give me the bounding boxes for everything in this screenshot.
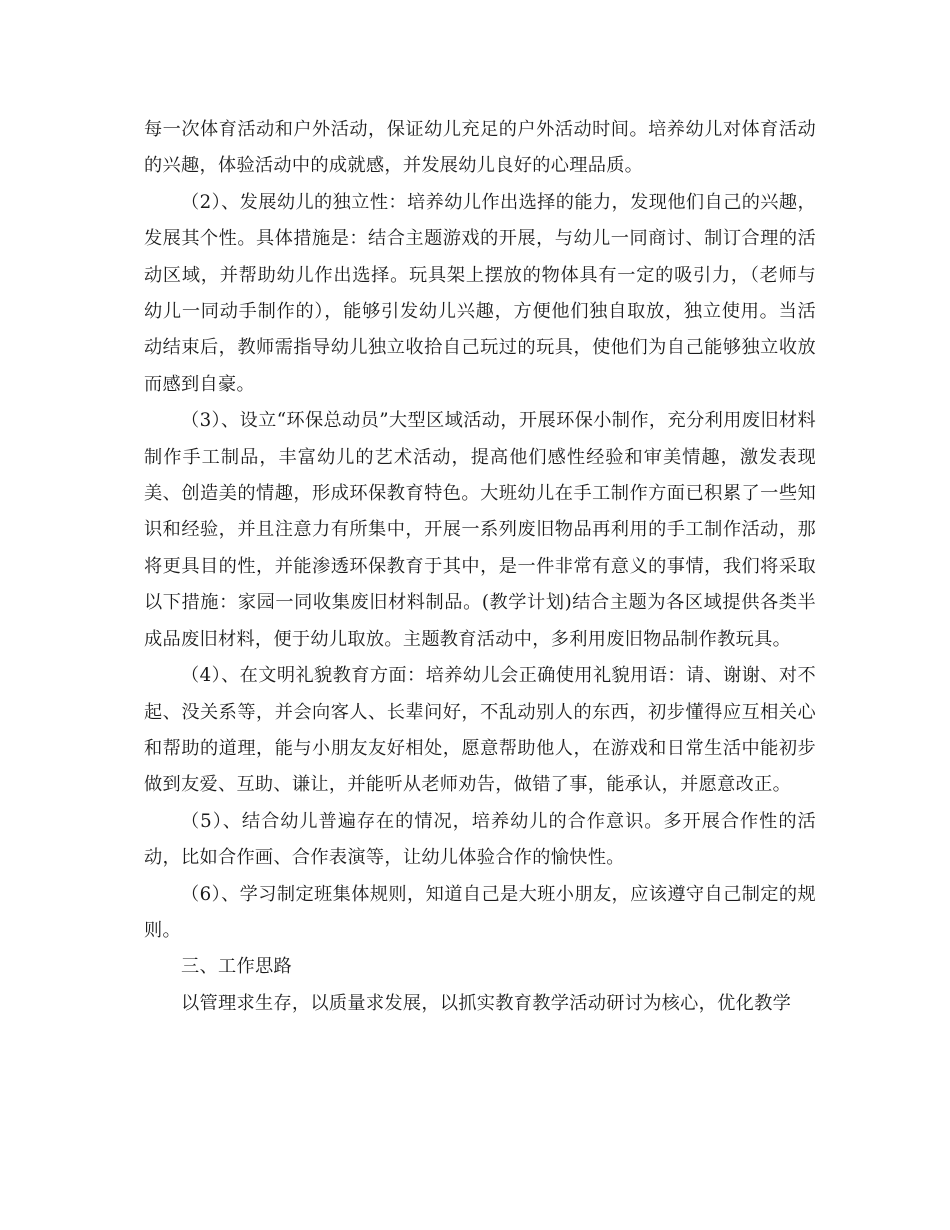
paragraph-class-rules: （6）、学习制定班集体规则，知道自己是大班小朋友，应该遵守自己制定的规则。: [144, 883, 816, 941]
section-heading-work-approach: 三、工作思路: [181, 956, 292, 978]
paragraph-outdoor-activities: 每一次体育活动和户外活动，保证幼儿充足的户外活动时间。培养幼儿对体育活动的兴趣，体验活动中的成就感，并发展幼儿良好的心理品质。: [144, 119, 816, 177]
paragraph-environmental-activities: （3）、设立“环保总动员”大型区域活动，开展环保小制作，充分利用废旧材料制作手工制品，丰富幼儿的艺术活动，提高他们感性经验和审美情趣，激发表现美、创造美的情趣，形成环保教育特色。大班幼儿在手工制作方面已积累了一些知识和经验，并且注意力有所集中，开展一系列废旧物品再利用的手工制作活动，那将更具目的性，并能渗透环保教育于其中，是一件非常有意义的事情，我们将采取以下措施：家园一同收集废旧材料制品。(教学计划)结合主题为各区域提供各类半成品废旧材料，便于幼儿取放。主题教育活动中，多利用废旧物品制作教玩具。: [144, 410, 816, 650]
document-body: [144, 112, 816, 1022]
paragraph-independence: （2）、发展幼儿的独立性：培养幼儿作出选择的能力，发现他们自己的兴趣，发展其个性。具体措施是：结合主题游戏的开展，与幼儿一同商讨、制订合理的活动区域，并帮助幼儿作出选择。玩具架上摆放的物体具有一定的吸引力，（老师与幼儿一同动手制作的），能够引发幼儿兴趣，方便他们独自取放，独立使用。当活动结束后，教师需指导幼儿独立收拾自己玩过的玩具，使他们为自己能够独立收放而感到自豪。: [144, 191, 816, 395]
paragraph-cooperation: （5）、结合幼儿普遍存在的情况，培养幼儿的合作意识。多开展合作性的活动，比如合作画、合作表演等，让幼儿体验合作的愉快性。: [144, 810, 816, 869]
paragraph-etiquette-education: （4）、在文明礼貌教育方面：培养幼儿会正确使用礼貌用语：请、谢谢、对不起、没关系等，并会向客人、长辈问好，不乱动别人的东西，初步懂得应互相关心和帮助的道理，能与小朋友友好相处，愿意帮助他人，在游戏和日常生活中能初步做到友爱、互助、谦让，并能听从老师劝告，做错了事，能承认，并愿意改正。: [144, 665, 816, 796]
paragraph-management: 以管理求生存，以质量求发展，以抓实教育教学活动研讨为核心，优化教学: [181, 992, 792, 1014]
